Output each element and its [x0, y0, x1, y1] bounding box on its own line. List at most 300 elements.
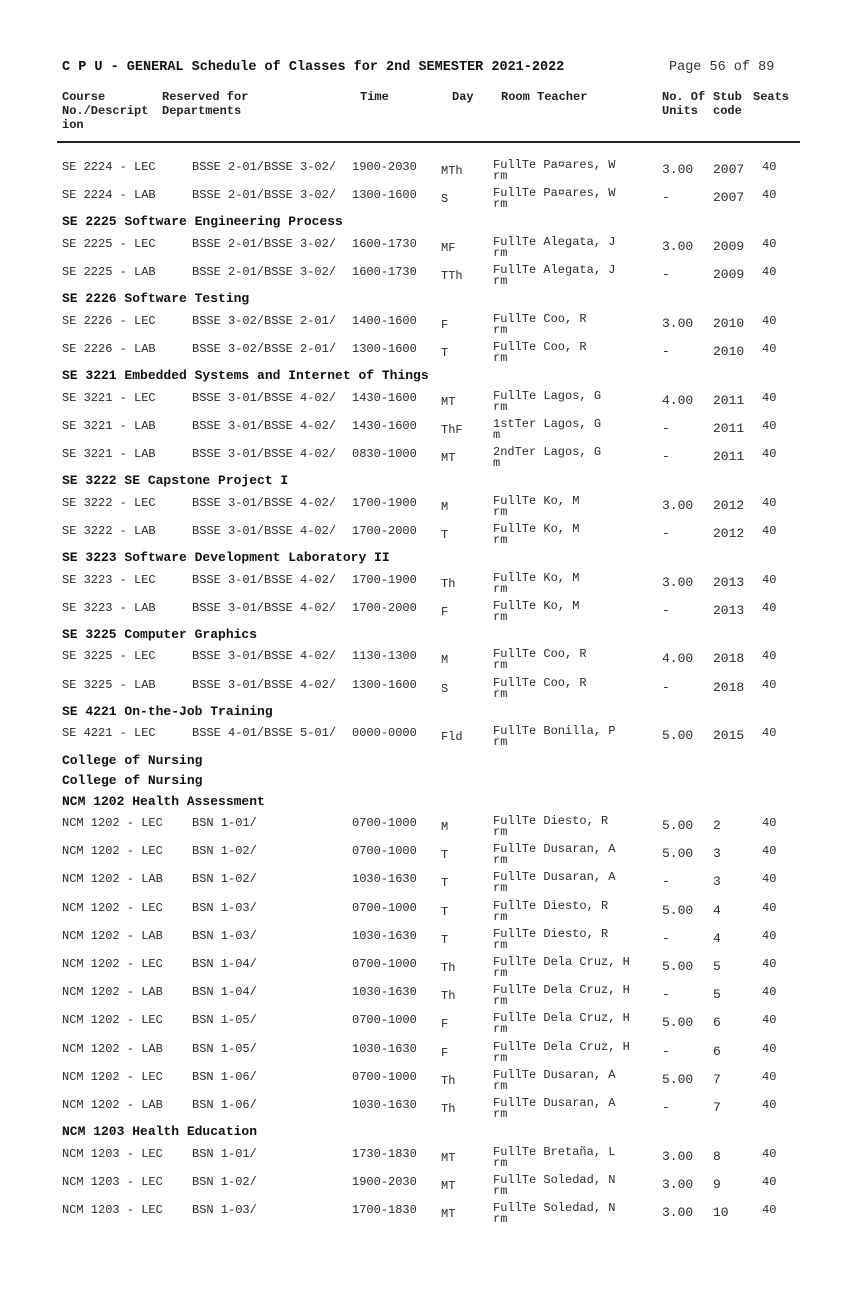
stub-code-cell: 9 [713, 1176, 721, 1192]
course-cell: SE 3221 - LAB [62, 447, 156, 461]
seats-cell: 40 [762, 1202, 777, 1217]
column-header-seats: Seats [753, 90, 790, 104]
section-heading [0, 790, 850, 811]
course-cell: SE 2225 - LEC [62, 236, 156, 251]
room-teacher-cell: FullTe Soledad, N rm [493, 1200, 616, 1226]
room-teacher-cell: FullTe Dusaran, A rm [493, 842, 616, 868]
seats-cell: 40 [762, 1013, 777, 1028]
day-cell: T [441, 527, 449, 542]
table-row [0, 441, 850, 469]
table-row [0, 1141, 850, 1169]
room-teacher-cell: FullTe Coo, R rm [493, 339, 587, 365]
units-cell: 3.00 [662, 1148, 694, 1164]
room-teacher-cell: FullTe Diesto, R rm [493, 898, 609, 924]
course-cell: NCM 1202 - LAB [62, 872, 163, 887]
time-cell: 1430-1600 [352, 418, 417, 433]
table-row [0, 643, 850, 671]
course-cell: NCM 1202 - LAB [62, 1041, 163, 1056]
time-cell: 0700-1000 [352, 816, 417, 830]
table-row [0, 1169, 850, 1197]
section-heading-text: SE 2225 Software Engineering Process [62, 214, 343, 230]
units-cell: 3.00 [662, 1176, 694, 1192]
reserved-cell: BSSE 2-01/BSSE 3-02/ [192, 265, 337, 280]
seats-cell: 40 [762, 649, 777, 664]
reserved-cell: BSN 1-06/ [192, 1097, 257, 1112]
units-cell: 5.00 [662, 902, 694, 918]
stub-code-cell: 4 [713, 902, 721, 918]
day-cell: MF [441, 240, 456, 255]
room-teacher-cell: FullTe Coo, R rm [493, 311, 587, 337]
table-row [0, 1007, 850, 1035]
table-row [0, 951, 850, 979]
reserved-cell: BSN 1-02/ [192, 1174, 257, 1189]
course-cell: SE 3222 - LEC [62, 495, 156, 510]
stub-code-cell: 2013 [713, 574, 745, 590]
day-cell: MTh [441, 164, 463, 178]
room-teacher-cell: FullTe Dusaran, A rm [493, 870, 616, 896]
day-cell: S [441, 681, 449, 696]
stub-code-cell: 2010 [713, 343, 745, 359]
course-cell: SE 3221 - LEC [62, 390, 156, 405]
units-cell: - [662, 602, 670, 618]
units-cell: - [662, 343, 670, 359]
room-teacher-cell: FullTe Dela Cruz, H rm [493, 983, 630, 1009]
room-teacher-cell: FullTe Dusaran, A rm [493, 1095, 616, 1121]
course-cell: SE 4221 - LEC [62, 726, 156, 741]
section-heading [0, 287, 850, 308]
reserved-cell: BSSE 3-02/BSSE 2-01/ [192, 341, 337, 356]
course-cell: SE 3225 - LAB [62, 677, 156, 692]
table-row [0, 154, 850, 182]
room-teacher-cell: FullTe Diesto, R rm [493, 926, 609, 952]
room-teacher-cell: FullTe Dela Cruz, H rm [493, 954, 630, 980]
time-cell: 1130-1300 [352, 649, 417, 664]
seats-cell: 40 [762, 985, 777, 1000]
section-heading [0, 364, 850, 385]
course-cell: SE 2225 - LAB [62, 265, 156, 280]
reserved-cell: BSSE 3-01/BSSE 4-02/ [192, 418, 337, 433]
reserved-cell: BSSE 3-01/BSSE 4-02/ [192, 523, 337, 538]
seats-cell: 40 [762, 600, 777, 615]
table-row [0, 595, 850, 623]
reserved-cell: BSSE 2-01/BSSE 3-02/ [192, 160, 337, 174]
room-teacher-cell: FullTe Pa¤ares, W rm [493, 186, 616, 212]
table-row [0, 1092, 850, 1120]
course-cell: NCM 1202 - LAB [62, 985, 163, 1000]
course-cell: SE 2224 - LAB [62, 188, 156, 203]
reserved-cell: BSSE 3-01/BSSE 4-02/ [192, 677, 337, 692]
room-teacher-cell: FullTe Lagos, G rm [493, 388, 602, 414]
page-title: C P U - GENERAL Schedule of Classes for 2nd SEMESTER 2021-2022 [62, 60, 565, 75]
day-cell: T [441, 848, 449, 863]
table-row [0, 231, 850, 259]
day-cell: ThF [441, 422, 463, 437]
section-heading [0, 700, 850, 721]
room-teacher-cell: FullTe Alegata, J rm [493, 263, 616, 289]
section-heading-text: College of Nursing [62, 752, 203, 768]
column-header-stub: Stub code [713, 90, 742, 118]
room-teacher-cell: FullTe Pa¤ares, W rm [493, 158, 616, 183]
page-number: Page 56 of 89 [669, 60, 775, 75]
section-heading-text: NCM 1203 Health Education [62, 1124, 258, 1140]
reserved-cell: BSSE 3-02/BSSE 2-01/ [192, 313, 337, 328]
section-heading-text: NCM 1202 Health Assessment [62, 793, 265, 809]
day-cell: MT [441, 1150, 456, 1165]
course-cell: NCM 1202 - LAB [62, 1097, 163, 1112]
stub-code-cell: 6 [713, 1015, 721, 1031]
units-cell: - [662, 1099, 670, 1115]
reserved-cell: BSSE 3-01/BSSE 4-02/ [192, 447, 337, 461]
room-teacher-cell: FullTe Ko, M rm [493, 598, 580, 624]
section-heading-text: SE 2226 Software Testing [62, 291, 250, 307]
seats-cell: 40 [762, 956, 777, 971]
reserved-cell: BSSE 3-01/BSSE 4-02/ [192, 600, 337, 615]
day-cell: F [441, 317, 449, 332]
seats-cell: 40 [762, 495, 777, 510]
time-cell: 1900-2030 [352, 1174, 417, 1189]
day-cell: MT [441, 1206, 456, 1221]
stub-code-cell: 2010 [713, 315, 745, 331]
reserved-cell: BSN 1-02/ [192, 844, 257, 859]
section-heading [0, 1120, 850, 1141]
column-header-course: Course No./Descript ion [62, 90, 149, 132]
stub-code-cell: 5 [713, 958, 721, 974]
reserved-cell: BSSE 4-01/BSSE 5-01/ [192, 726, 337, 741]
room-teacher-cell: FullTe Dela Cruz, H rm [493, 1039, 630, 1065]
room-teacher-cell: FullTe Diesto, R rm [493, 814, 609, 839]
units-cell: - [662, 190, 670, 206]
time-cell: 1900-2030 [352, 160, 417, 174]
seats-cell: 40 [762, 1041, 777, 1056]
day-cell: M [441, 820, 449, 834]
table-row [0, 979, 850, 1007]
seats-cell: 40 [762, 341, 777, 356]
time-cell: 0700-1000 [352, 956, 417, 971]
course-cell: NCM 1202 - LEC [62, 816, 163, 830]
course-cell: SE 3221 - LAB [62, 418, 156, 433]
section-heading-text: SE 3222 SE Capstone Project I [62, 473, 289, 489]
reserved-cell: BSSE 3-01/BSSE 4-02/ [192, 572, 337, 587]
reserved-cell: BSN 1-03/ [192, 1202, 257, 1217]
table-row [0, 810, 850, 838]
day-cell: F [441, 1045, 449, 1060]
stub-code-cell: 2 [713, 818, 721, 833]
stub-code-cell: 2011 [713, 449, 745, 464]
table-row [0, 308, 850, 336]
seats-cell: 40 [762, 1097, 777, 1112]
section-heading [0, 546, 850, 567]
stub-code-cell: 3 [713, 846, 721, 862]
header-rule [57, 141, 800, 143]
seats-cell: 40 [762, 265, 777, 280]
time-cell: 1700-2000 [352, 600, 417, 615]
course-cell: SE 3225 - LEC [62, 649, 156, 664]
room-teacher-cell: FullTe Alegata, J rm [493, 234, 616, 260]
time-cell: 1400-1600 [352, 313, 417, 328]
column-header-reserved: Reserved for Departments [162, 90, 249, 118]
time-cell: 0700-1000 [352, 1013, 417, 1028]
seats-cell: 40 [762, 390, 777, 405]
units-cell: - [662, 987, 670, 1003]
stub-code-cell: 7 [713, 1099, 721, 1115]
units-cell: - [662, 267, 670, 283]
seats-cell: 40 [762, 572, 777, 587]
time-cell: 1300-1600 [352, 341, 417, 356]
seats-cell: 40 [762, 313, 777, 328]
time-cell: 1600-1730 [352, 236, 417, 251]
seats-cell: 40 [762, 1069, 777, 1084]
stub-code-cell: 2012 [713, 497, 745, 513]
time-cell: 1700-1830 [352, 1202, 417, 1217]
reserved-cell: BSN 1-01/ [192, 816, 257, 830]
course-cell: SE 3222 - LAB [62, 523, 156, 538]
course-cell: SE 2226 - LEC [62, 313, 156, 328]
course-cell: NCM 1203 - LEC [62, 1202, 163, 1217]
room-teacher-cell: FullTe Coo, R rm [493, 647, 587, 673]
course-cell: NCM 1202 - LAB [62, 928, 163, 943]
time-cell: 1700-2000 [352, 523, 417, 538]
course-cell: NCM 1203 - LEC [62, 1174, 163, 1189]
seats-cell: 40 [762, 844, 777, 859]
units-cell: - [662, 1043, 670, 1059]
seats-cell: 40 [762, 418, 777, 433]
time-cell: 0700-1000 [352, 900, 417, 915]
units-cell: 5.00 [662, 728, 694, 744]
section-heading-text: SE 4221 On-the-Job Training [62, 703, 273, 719]
room-teacher-cell: 1stTer Lagos, G m [493, 416, 602, 442]
reserved-cell: BSN 1-03/ [192, 900, 257, 915]
stub-code-cell: 6 [713, 1043, 721, 1059]
day-cell: TTh [441, 269, 463, 284]
units-cell: - [662, 449, 670, 464]
table-row [0, 1064, 850, 1092]
day-cell: T [441, 904, 449, 919]
section-heading [0, 769, 850, 790]
stub-code-cell: 8 [713, 1148, 721, 1164]
day-cell: Th [441, 989, 456, 1004]
seats-cell: 40 [762, 236, 777, 251]
day-cell: F [441, 604, 449, 619]
course-cell: NCM 1202 - LEC [62, 1013, 163, 1028]
reserved-cell: BSN 1-02/ [192, 872, 257, 887]
reserved-cell: BSSE 2-01/BSSE 3-02/ [192, 236, 337, 251]
seats-cell: 40 [762, 872, 777, 887]
time-cell: 1600-1730 [352, 265, 417, 280]
units-cell: 4.00 [662, 651, 694, 667]
units-cell: 3.00 [662, 1204, 694, 1220]
room-teacher-cell: FullTe Ko, M rm [493, 521, 580, 547]
stub-code-cell: 2013 [713, 602, 745, 618]
seats-cell: 40 [762, 928, 777, 943]
time-cell: 0700-1000 [352, 844, 417, 859]
time-cell: 1030-1630 [352, 1041, 417, 1056]
time-cell: 1730-1830 [352, 1146, 417, 1161]
seats-cell: 40 [762, 188, 777, 203]
units-cell: 3.00 [662, 574, 694, 590]
table-row [0, 866, 850, 894]
day-cell: MT [441, 451, 456, 465]
reserved-cell: BSN 1-06/ [192, 1069, 257, 1084]
day-cell: S [441, 192, 449, 207]
section-heading [0, 623, 850, 644]
day-cell: Th [441, 960, 456, 975]
table-row [0, 923, 850, 951]
reserved-cell: BSN 1-05/ [192, 1041, 257, 1056]
time-cell: 1700-1900 [352, 495, 417, 510]
table-row [0, 336, 850, 364]
course-cell: SE 2226 - LAB [62, 341, 156, 356]
time-cell: 1430-1600 [352, 390, 417, 405]
reserved-cell: BSSE 3-01/BSSE 4-02/ [192, 649, 337, 664]
units-cell: - [662, 679, 670, 695]
reserved-cell: BSN 1-04/ [192, 956, 257, 971]
table-row [0, 567, 850, 595]
units-cell: 5.00 [662, 1071, 694, 1087]
seats-cell: 40 [762, 726, 777, 741]
stub-code-cell: 2018 [713, 651, 745, 667]
section-heading-text: College of Nursing [62, 773, 203, 788]
section-heading [0, 469, 850, 490]
stub-code-cell: 2018 [713, 679, 745, 695]
time-cell: 0700-1000 [352, 1069, 417, 1084]
reserved-cell: BSN 1-03/ [192, 928, 257, 943]
day-cell: Th [441, 576, 456, 591]
stub-code-cell: 10 [713, 1204, 729, 1220]
stub-code-cell: 4 [713, 930, 721, 946]
units-cell: - [662, 420, 670, 436]
schedule-list [0, 154, 850, 1225]
day-cell: M [441, 499, 449, 514]
stub-code-cell: 2007 [713, 162, 745, 177]
units-cell: 3.00 [662, 315, 694, 331]
time-cell: 1030-1630 [352, 872, 417, 887]
table-row [0, 672, 850, 700]
section-heading-text: SE 3221 Embedded Systems and Internet of Things [62, 368, 429, 384]
table-row [0, 490, 850, 518]
day-cell: MT [441, 394, 456, 409]
table-row [0, 182, 850, 210]
seats-cell: 40 [762, 677, 777, 692]
seats-cell: 40 [762, 816, 777, 830]
units-cell: - [662, 525, 670, 541]
course-cell: SE 3223 - LEC [62, 572, 156, 587]
seats-cell: 40 [762, 523, 777, 538]
stub-code-cell: 2009 [713, 267, 745, 283]
room-teacher-cell: FullTe Bretaña, L rm [493, 1144, 616, 1170]
course-cell: SE 2224 - LEC [62, 160, 156, 174]
day-cell: Th [441, 1073, 456, 1088]
table-row [0, 518, 850, 546]
course-cell: NCM 1202 - LEC [62, 956, 163, 971]
section-heading-text: SE 3225 Computer Graphics [62, 626, 258, 642]
stub-code-cell: 7 [713, 1071, 721, 1087]
stub-code-cell: 2011 [713, 420, 745, 436]
reserved-cell: BSN 1-04/ [192, 985, 257, 1000]
room-teacher-cell: FullTe Soledad, N rm [493, 1172, 616, 1198]
stub-code-cell: 2007 [713, 190, 745, 206]
course-cell: SE 3223 - LAB [62, 600, 156, 615]
time-cell: 1300-1600 [352, 188, 417, 203]
seats-cell: 40 [762, 1174, 777, 1189]
table-row [0, 895, 850, 923]
seats-cell: 40 [762, 900, 777, 915]
table-row [0, 385, 850, 413]
time-cell: 0000-0000 [352, 726, 417, 741]
units-cell: 5.00 [662, 1015, 694, 1031]
room-teacher-cell: FullTe Coo, R rm [493, 675, 587, 701]
seats-cell: 40 [762, 160, 777, 174]
reserved-cell: BSSE 3-01/BSSE 4-02/ [192, 390, 337, 405]
day-cell: T [441, 932, 449, 947]
day-cell: Fld [441, 730, 463, 745]
stub-code-cell: 5 [713, 987, 721, 1003]
time-cell: 1030-1630 [352, 928, 417, 943]
seats-cell: 40 [762, 1146, 777, 1161]
course-cell: NCM 1202 - LEC [62, 900, 163, 915]
table-row [0, 1197, 850, 1225]
column-header-room-teacher: Room Teacher [501, 90, 588, 104]
day-cell: T [441, 345, 449, 360]
course-cell: NCM 1203 - LEC [62, 1146, 163, 1161]
table-row [0, 720, 850, 748]
room-teacher-cell: FullTe Ko, M rm [493, 493, 580, 519]
course-cell: NCM 1202 - LEC [62, 1069, 163, 1084]
units-cell: 5.00 [662, 846, 694, 862]
time-cell: 1030-1630 [352, 985, 417, 1000]
time-cell: 1030-1630 [352, 1097, 417, 1112]
units-cell: 3.00 [662, 162, 694, 177]
room-teacher-cell: FullTe Dela Cruz, H rm [493, 1011, 630, 1037]
room-teacher-cell: FullTe Bonilla, P rm [493, 724, 616, 750]
reserved-cell: BSN 1-01/ [192, 1146, 257, 1161]
section-heading [0, 749, 850, 770]
room-teacher-cell: FullTe Dusaran, A rm [493, 1067, 616, 1093]
table-row [0, 259, 850, 287]
reserved-cell: BSSE 3-01/BSSE 4-02/ [192, 495, 337, 510]
units-cell: - [662, 874, 670, 890]
time-cell: 1700-1900 [352, 572, 417, 587]
day-cell: MT [441, 1178, 456, 1193]
course-cell: NCM 1202 - LEC [62, 844, 163, 859]
stub-code-cell: 2009 [713, 238, 745, 254]
units-cell: 5.00 [662, 958, 694, 974]
table-row [0, 838, 850, 866]
section-heading [0, 210, 850, 231]
day-cell: F [441, 1017, 449, 1032]
day-cell: T [441, 876, 449, 891]
units-cell: - [662, 930, 670, 946]
stub-code-cell: 3 [713, 874, 721, 890]
seats-cell: 40 [762, 447, 777, 461]
units-cell: 5.00 [662, 818, 694, 833]
reserved-cell: BSN 1-05/ [192, 1013, 257, 1028]
units-cell: 3.00 [662, 238, 694, 254]
table-row [0, 1036, 850, 1064]
time-cell: 1300-1600 [352, 677, 417, 692]
column-header-units: No. Of Units [662, 90, 706, 118]
stub-code-cell: 2012 [713, 525, 745, 541]
stub-code-cell: 2015 [713, 728, 745, 744]
reserved-cell: BSSE 2-01/BSSE 3-02/ [192, 188, 337, 203]
room-teacher-cell: 2ndTer Lagos, G m [493, 445, 602, 470]
day-cell: Th [441, 1101, 456, 1116]
units-cell: 4.00 [662, 392, 694, 408]
units-cell: 3.00 [662, 497, 694, 513]
time-cell: 0830-1000 [352, 447, 417, 461]
section-heading-text: SE 3223 Software Development Laboratory II [62, 550, 390, 566]
column-header-time: Time [360, 90, 389, 104]
column-header-day: Day [452, 90, 474, 104]
